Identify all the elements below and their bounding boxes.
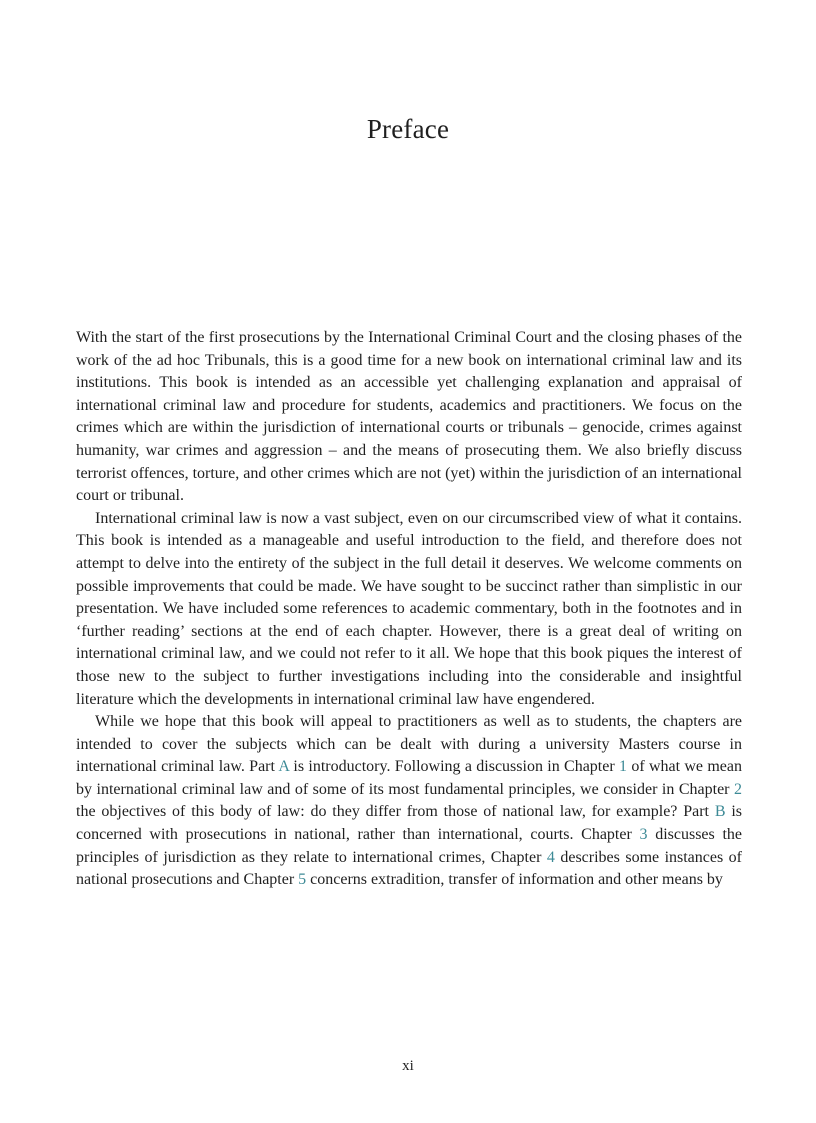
- text-run: With the start of the first prosecutions by the International Criminal Court and the closing phases of the work of the ad hoc Tribunals, this is a good time for a new book on international criminal law and its institutions. This book is intended as an accessible yet challenging explanation and appraisal of international criminal law and procedure for students, academics and practitioners. We focus on the crimes which are within the jurisdiction of international courts or tribunals – genocide, crimes against humanity, war crimes and aggression – and the means of prosecuting them. We also briefly discuss terrorist offences, torture, and other crimes which are not (yet) within the jurisdiction of an international court or tribunal.: [76, 329, 742, 505]
- cross-reference-link[interactable]: 5: [298, 871, 307, 889]
- paragraph-1: [76, 327, 742, 508]
- text-run: is introductory. Following a discussion in Chapter: [289, 758, 619, 776]
- cross-reference-link[interactable]: 3: [639, 826, 648, 844]
- cross-reference-link[interactable]: 2: [734, 780, 742, 798]
- page-title: Preface: [366, 114, 450, 144]
- page-number: xi: [402, 1058, 414, 1074]
- paragraph-3: [76, 711, 742, 892]
- preface-body: [76, 327, 742, 892]
- paragraph-2: [76, 508, 742, 711]
- cross-reference-link[interactable]: 1: [619, 758, 627, 776]
- text-run: of what we mean by international criminal law and of some of its most fundamental principles, we consider in Chapter: [76, 758, 743, 798]
- cross-reference-link[interactable]: B: [714, 803, 726, 821]
- text-run: is concerned with prosecutions in national, rather than international, courts. Chapter: [76, 803, 742, 844]
- text-run: the objectives of this body of law: do they differ from those of national law, for example? Part: [76, 803, 715, 821]
- text-run: describes some instances of national prosecutions and Chapter: [76, 848, 743, 889]
- text-run: discusses the principles of jurisdiction as they relate to international crimes, Chapter: [76, 826, 742, 866]
- text-run: While we hope that this book will appeal to practitioners as well as to students, the chapters are intended to cover the subjects which can be dealt with during a university Masters course in international criminal law. Part: [76, 713, 742, 776]
- cross-reference-link[interactable]: 4: [546, 848, 555, 866]
- cross-reference-link[interactable]: A: [278, 758, 290, 776]
- text-run: concerns extradition, transfer of information and other means by: [306, 871, 723, 889]
- text-run: International criminal law is now a vast subject, even on our circumscribed view of what it contains. This book is intended as a manageable and useful introduction to the field, and therefore does not attempt to delve into the entirety of the subject in the full detail it deserves. We welcome comments on possible improvements that could be made. We have sought to be succinct rather than simplistic in our presentation. We have included some references to academic commentary, both in the footnotes and in ‘further reading’ sections at the end of each chapter. However, there is a great deal of writing on international criminal law, and we could not refer to it all. We hope that this book piques the interest of those new to the subject to further investigations including into the considerable and insightful literature which the developments in international criminal law have engendered.: [76, 509, 742, 708]
